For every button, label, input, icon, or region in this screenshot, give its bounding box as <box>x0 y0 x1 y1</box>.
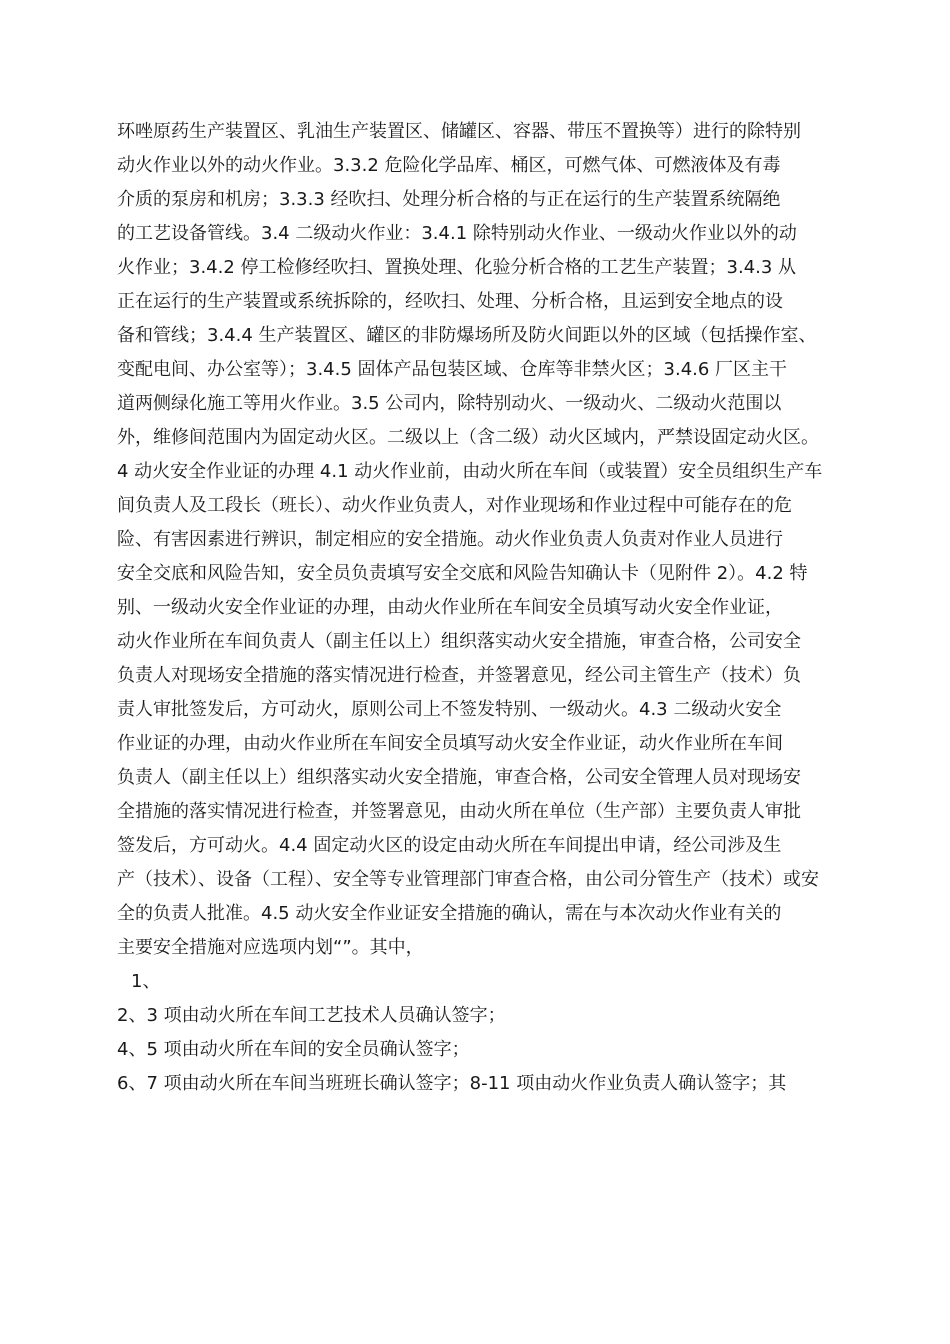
list-item: 1、 <box>131 971 161 992</box>
paragraph-line: 间负责人及工段长（班长）、动火作业负责人，对作业现场和作业过程中可能存在的危 <box>117 495 792 516</box>
paragraph-line: 作业证的办理，由动火作业所在车间安全员填写动火安全作业证，动火作业所在车间 <box>117 733 783 754</box>
paragraph-line: 介质的泵房和机房；3.3.3 经吹扫、处理分析合格的与正在运行的生产装置系统隔绝 <box>117 189 781 210</box>
paragraph-line: 动火作业以外的动火作业。3.3.2 危险化学品库、桶区，可燃气体、可燃液体及有毒 <box>117 155 781 176</box>
document-body <box>117 115 837 1101</box>
list-item: 4、5 项由动火所在车间的安全员确认签字； <box>117 1039 470 1060</box>
paragraph-line: 外，维修间范围内为固定动火区。二级以上（含二级）动火区域内，严禁设固定动火区。 <box>117 427 819 448</box>
paragraph-line: 道两侧绿化施工等用火作业。3.5 公司内，除特别动火、一级动火、二级动火范围以 <box>117 393 782 414</box>
paragraph-line: 正在运行的生产装置或系统拆除的，经吹扫、处理、分析合格，且运到安全地点的设 <box>117 291 783 312</box>
paragraph-line: 4 动火安全作业证的办理 4.1 动火作业前，由动火所在车间（或装置）安全员组织生产车 <box>117 461 823 482</box>
list-item: 2、3 项由动火所在车间工艺技术人员确认签字； <box>117 1005 506 1026</box>
paragraph-line: 动火作业所在车间负责人（副主任以上）组织落实动火安全措施，审查合格，公司安全 <box>117 631 801 652</box>
list-item: 6、7 项由动火所在车间当班班长确认签字；8-11 项由动火作业负责人确认签字；其 <box>117 1073 787 1094</box>
paragraph-line: 全的负责人批准。4.5 动火安全作业证安全措施的确认，需在与本次动火作业有关的 <box>117 903 782 924</box>
paragraph-line: 全措施的落实情况进行检查，并签署意见，由动火所在单位（生产部）主要负责人审批 <box>117 801 801 822</box>
paragraph-line: 险、有害因素进行辨识，制定相应的安全措施。动火作业负责人负责对作业人员进行 <box>117 529 783 550</box>
paragraph-line: 变配电间、办公室等）；3.4.5 固体产品包装区域、仓库等非禁火区；3.4.6 厂区主干 <box>117 359 788 380</box>
paragraph-line: 负责人（副主任以上）组织落实动火安全措施，审查合格，公司安全管理人员对现场安 <box>117 767 801 788</box>
paragraph-line: 负责人对现场安全措施的落实情况进行检查，并签署意见，经公司主管生产（技术）负 <box>117 665 801 686</box>
paragraph-line: 主要安全措施对应选项内划“”。其中， <box>117 937 424 958</box>
paragraph-line: 产（技术）、设备（工程）、安全等专业管理部门审查合格，由公司分管生产（技术）或安 <box>117 869 819 890</box>
paragraph-line: 环唑原药生产装置区、乳油生产装置区、储罐区、容器、带压不置换等）进行的除特别 <box>117 121 801 142</box>
paragraph-line: 备和管线；3.4.4 生产装置区、罐区的非防爆场所及防火间距以外的区域（包括操作室、 <box>117 325 817 346</box>
paragraph-line: 别、一级动火安全作业证的办理，由动火作业所在车间安全员填写动火安全作业证， <box>117 597 783 618</box>
paragraph-line: 的工艺设备管线。3.4 二级动火作业：3.4.1 除特别动火作业、一级动火作业以外的动 <box>117 223 797 244</box>
paragraph-line: 签发后，方可动火。4.4 固定动火区的设定由动火所在车间提出申请，经公司涉及生 <box>117 835 782 856</box>
paragraph-line: 火作业；3.4.2 停工检修经吹扫、置换处理、化验分析合格的工艺生产装置；3.4.3 从 <box>117 257 797 278</box>
paragraph-line: 责人审批签发后，方可动火，原则公司上不签发特别、一级动火。4.3 二级动火安全 <box>117 699 782 720</box>
paragraph-line: 安全交底和风险告知，安全员负责填写安全交底和风险告知确认卡（见附件 2）。4.2 特 <box>117 563 808 584</box>
